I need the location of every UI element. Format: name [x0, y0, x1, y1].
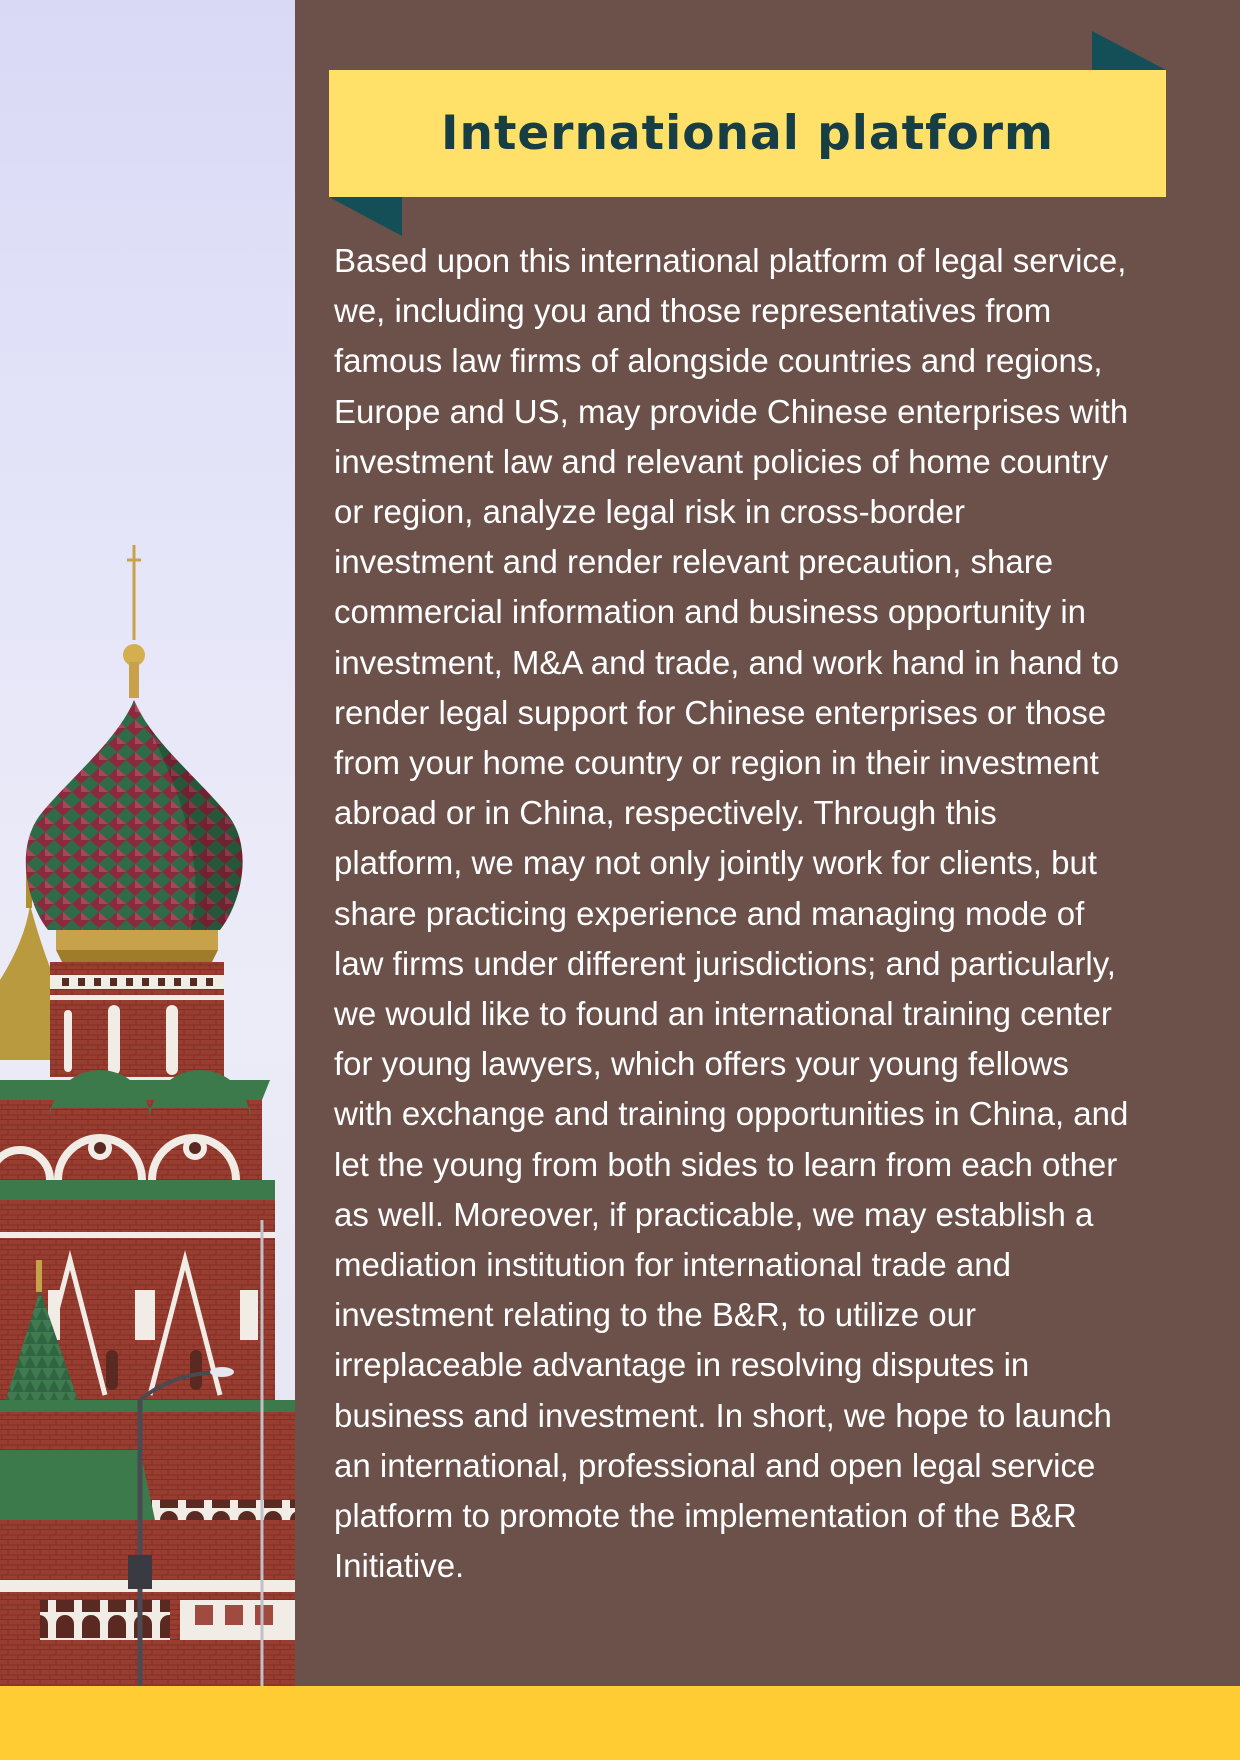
- body-line: or region, analyze legal risk in cross-border: [334, 493, 965, 531]
- body-line: platform to promote the implementation of the B&R: [334, 1497, 1077, 1535]
- body-line: commercial information and business opportunity in: [334, 593, 1087, 631]
- body-line: we, including you and those representatives from: [334, 292, 1052, 330]
- body-line: for young lawyers, which offers your young fellows: [334, 1045, 1069, 1083]
- body-line: platform, we may not only jointly work for clients, but: [334, 844, 1097, 882]
- body-line: from your home country or region in their investment: [334, 744, 1099, 782]
- body-line: let the young from both sides to learn from each other: [334, 1145, 1118, 1183]
- body-line: with exchange and training opportunities in China, and: [334, 1095, 1129, 1133]
- body-line: business and investment. In short, we hope to launch: [334, 1396, 1112, 1434]
- body-line: irreplaceable advantage in resolving disputes in: [334, 1346, 1030, 1384]
- body-line: investment, M&A and trade, and work hand in hand to: [334, 643, 1120, 681]
- body-line: mediation institution for international trade and: [334, 1246, 1011, 1284]
- body-line: famous law firms of alongside countries and regions,: [334, 342, 1103, 380]
- body-line: render legal support for Chinese enterprises or those: [334, 693, 1107, 731]
- body-line: investment law and relevant policies of home country: [334, 442, 1109, 480]
- cathedral-illustration: [0, 0, 295, 1686]
- page-title: International platform: [441, 106, 1054, 161]
- body-line: Based upon this international platform of legal service,: [334, 242, 1127, 279]
- body-line: an international, professional and open legal service: [334, 1446, 1096, 1484]
- body-line: investment relating to the B&R, to utilize our: [334, 1296, 976, 1334]
- body-line: share practicing experience and managing mode of: [334, 894, 1085, 932]
- body-line: we would like to found an international training center: [334, 995, 1112, 1033]
- body-line: law firms under different jurisdictions; and particularly,: [334, 944, 1116, 982]
- body-paragraph: [334, 236, 1224, 1591]
- body-line: abroad or in China, respectively. Through this: [334, 794, 997, 832]
- body-line: Europe and US, may provide Chinese enterprises with: [334, 392, 1129, 430]
- body-line: Initiative.: [334, 1547, 465, 1585]
- body-line: as well. Moreover, if practicable, we may establish a: [334, 1195, 1094, 1233]
- title-banner: [329, 70, 1166, 197]
- cathedral-photo: [0, 0, 295, 1686]
- body-line: investment and render relevant precaution, share: [334, 543, 1054, 581]
- footer-bar: [0, 1686, 1240, 1760]
